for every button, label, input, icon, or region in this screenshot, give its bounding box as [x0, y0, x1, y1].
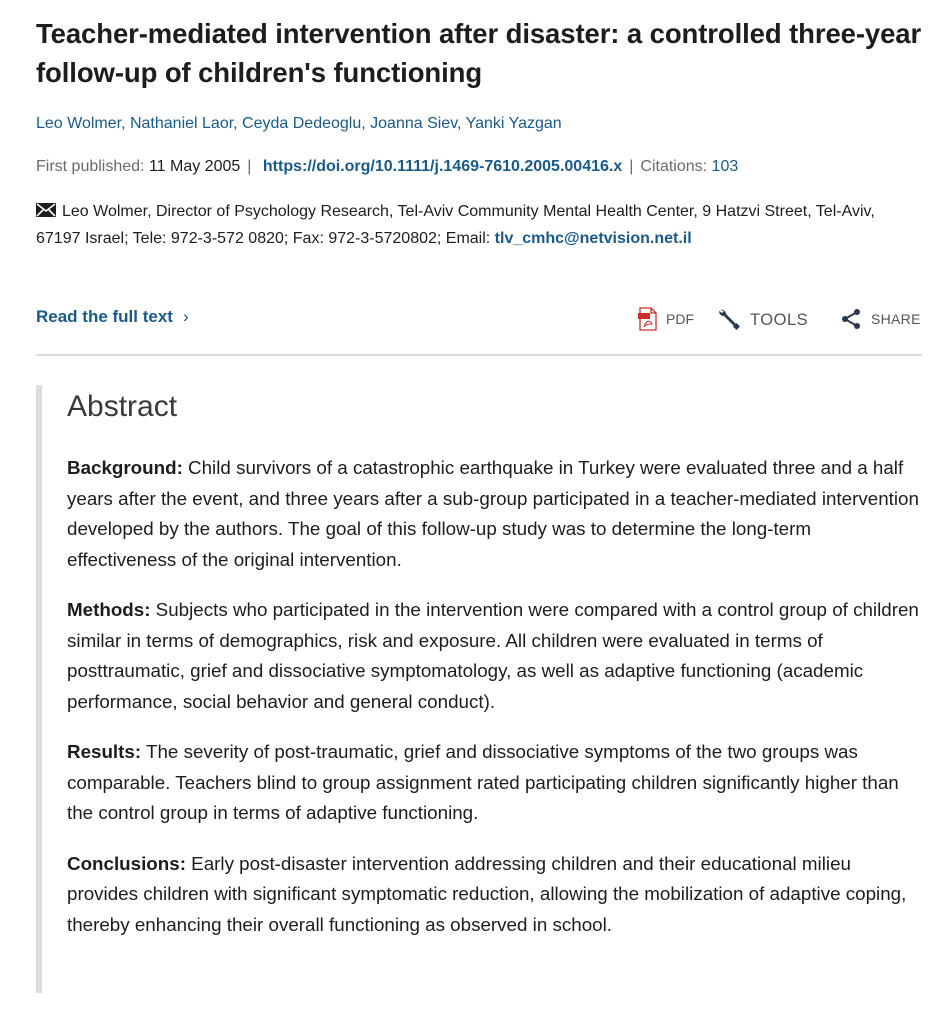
published-date: 11 May 2005 [148, 158, 241, 175]
publication-info: First published: 11 May 2005 | https://doi.org/10.1111/j.1469-7610.2005.00416.x | Citations: 103 [36, 158, 739, 175]
abstract-conclusions [67, 849, 922, 941]
section-text: The severity of post-traumatic, grief and dissociative symptoms of the two groups was comparable. Teachers blind to group assignment rated participating children significantly higher than the control group in terms of adaptive functioning. [67, 741, 899, 823]
doi-link[interactable]: https://doi.org/10.1111/j.1469-7610.2005.00416.x [262, 158, 623, 175]
section-label: Methods: [67, 599, 151, 620]
share-button[interactable] [839, 307, 921, 331]
correspondence-text: Leo Wolmer, Director of Psychology Research, Tel-Aviv Community Mental Health Center, 9 Hatzvi Street, Tel-Aviv, 67197 Israel; Tele: 972-3-572 0820; Fax: 972-3-5720802; Email: [36, 203, 875, 247]
tools-button[interactable] [716, 307, 808, 333]
author-list: Leo Wolmer, Nathaniel Laor, Ceyda Dedeoglu, Joanna Siev, Yanki Yazgan [36, 115, 562, 132]
email-link[interactable]: tlv_cmhc@netvision.net.il [494, 230, 692, 247]
divider [36, 354, 922, 356]
share-label: SHARE [871, 311, 921, 327]
section-text: Child survivors of a catastrophic earthquake in Turkey were evaluated three and a half years after the event, and three years after a sub-group participated in a teacher-mediated intervention developed by the authors. The goal of this follow-up study was to determine the long-term effectiveness of the original intervention. [67, 457, 919, 570]
section-label: Background: [67, 457, 183, 478]
pdf-label: PDF [666, 311, 694, 327]
pdf-icon [638, 307, 658, 331]
abstract-section [36, 385, 922, 993]
abstract-methods [67, 595, 922, 717]
author-link[interactable]: Ceyda Dedeoglu [242, 115, 362, 132]
read-full-text-link[interactable] [36, 307, 189, 327]
share-icon [839, 307, 863, 331]
article-title: Teacher-mediated intervention after disaster: a controlled three-year follow-up of children's functioning [36, 18, 922, 88]
author-link[interactable]: Nathaniel Laor [129, 115, 234, 132]
section-label: Conclusions: [67, 852, 186, 874]
author-link[interactable]: Joanna Siev [370, 115, 458, 132]
citations-label: Citations: [640, 158, 708, 175]
section-text: Early post-disaster intervention addressing children and their educational milieu provides children with significant symptomatic reduction, allowing the mobilization of adaptive coping, thereby enhancing their overall functioning as observed in school. [67, 852, 907, 935]
chevron-right-icon: › [182, 307, 189, 326]
pdf-button[interactable] [638, 307, 694, 331]
author-link[interactable]: Leo Wolmer [36, 115, 122, 132]
read-full-text-label: Read the full text [36, 307, 173, 326]
envelope-icon [36, 203, 56, 217]
citations-count-link[interactable]: 103 [711, 158, 739, 175]
author-link[interactable]: Yanki Yazgan [465, 115, 562, 132]
correspondence-info [36, 198, 922, 252]
abstract-results [67, 737, 922, 829]
section-text: Subjects who participated in the intervention were compared with a control group of children similar in terms of demographics, risk and exposure. All children were evaluated in terms of posttraumatic, grief and dissociative symptomatology, as well as adaptive functioning (academic performance, social behavior and general conduct). [67, 599, 919, 712]
action-bar [36, 304, 922, 334]
section-label: Results: [67, 741, 142, 762]
wrench-icon [716, 307, 742, 333]
abstract-background [67, 453, 922, 575]
abstract-heading: Abstract [67, 390, 178, 423]
article-page [36, 14, 922, 252]
published-label: First published: [36, 158, 145, 175]
tools-label: TOOLS [750, 310, 809, 329]
